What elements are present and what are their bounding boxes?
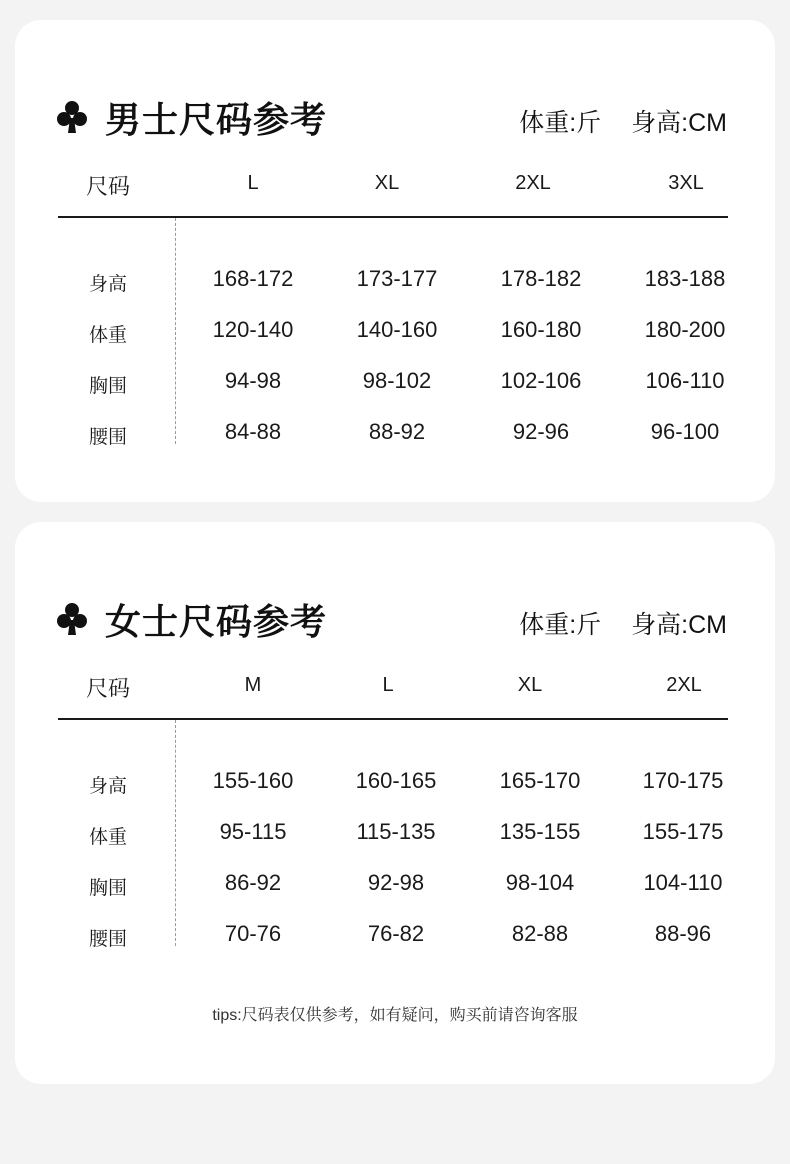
row-label: 体重	[88, 325, 127, 346]
table-cell: 160-165	[355, 768, 437, 793]
table-cell: 115-135	[356, 819, 436, 844]
table-row	[15, 313, 775, 347]
table-cell: 155-175	[642, 819, 724, 844]
women-unit-weight: 体重:斤	[519, 611, 602, 639]
table-row	[15, 866, 775, 900]
table-cell: 104-110	[643, 870, 723, 895]
table-cell: 140-160	[356, 317, 438, 342]
row-label: 胸围	[88, 878, 127, 899]
size-header: XL	[374, 172, 400, 194]
club-icon	[57, 100, 87, 134]
table-cell: 76-82	[367, 921, 425, 946]
women-unit-height: 身高:CM	[631, 611, 727, 639]
size-header: XL	[517, 674, 543, 696]
men-units	[519, 103, 727, 139]
tips-text: tips:尺码表仅供参考，如有疑问，购买前请咨询客服	[212, 1007, 578, 1024]
table-row	[15, 764, 775, 798]
men-size-card	[15, 20, 775, 502]
men-header-row	[15, 166, 775, 200]
table-cell: 92-98	[367, 870, 425, 895]
women-size-card	[15, 522, 775, 1084]
table-cell: 170-175	[642, 768, 724, 793]
men-unit-weight: 体重:斤	[519, 109, 602, 137]
row-label: 胸围	[88, 376, 127, 397]
row-label: 腰围	[88, 427, 127, 448]
row-label: 腰围	[88, 929, 127, 950]
women-header-row	[15, 668, 775, 702]
size-header: 2XL	[515, 172, 551, 194]
women-title: 女士尺码参考	[105, 600, 328, 642]
table-cell: 92-96	[512, 419, 570, 444]
table-row	[15, 415, 775, 449]
row-label: 身高	[88, 776, 127, 797]
table-cell: 180-200	[644, 317, 726, 342]
table-cell: 106-110	[645, 368, 725, 393]
row-label: 身高	[88, 274, 127, 295]
size-header: L	[382, 674, 394, 696]
men-unit-height: 身高:CM	[631, 109, 727, 137]
table-cell: 96-100	[650, 419, 720, 444]
table-cell: 155-160	[212, 768, 294, 793]
size-header: M	[244, 674, 262, 696]
table-cell: 86-92	[224, 870, 282, 895]
table-cell: 173-177	[356, 266, 438, 291]
table-row	[15, 917, 775, 951]
table-cell: 135-155	[499, 819, 581, 844]
women-units	[519, 605, 727, 641]
table-cell: 94-98	[224, 368, 282, 393]
header-divider	[58, 216, 728, 218]
table-cell: 84-88	[224, 419, 282, 444]
table-cell: 70-76	[224, 921, 282, 946]
table-cell: 98-102	[362, 368, 432, 393]
club-icon	[57, 602, 87, 636]
table-cell: 168-172	[212, 266, 294, 291]
size-column-label: 尺码	[85, 676, 130, 701]
women-title-row	[57, 594, 327, 644]
table-cell: 95-115	[219, 819, 287, 844]
size-header: L	[247, 172, 259, 194]
size-header: 2XL	[666, 674, 702, 696]
table-cell: 160-180	[500, 317, 582, 342]
table-row	[15, 364, 775, 398]
table-cell: 82-88	[511, 921, 569, 946]
table-cell: 120-140	[212, 317, 294, 342]
table-row	[15, 262, 775, 296]
header-divider	[58, 718, 728, 720]
table-cell: 98-104	[505, 870, 575, 895]
table-cell: 165-170	[499, 768, 581, 793]
table-cell: 88-92	[368, 419, 426, 444]
table-cell: 102-106	[500, 368, 582, 393]
men-title-row	[57, 92, 327, 142]
size-header: 3XL	[668, 172, 704, 194]
table-row	[15, 815, 775, 849]
men-title: 男士尺码参考	[105, 98, 328, 140]
table-cell: 183-188	[644, 266, 726, 291]
table-cell: 88-96	[654, 921, 712, 946]
row-label: 体重	[88, 827, 127, 848]
size-column-label: 尺码	[85, 174, 130, 199]
table-cell: 178-182	[500, 266, 582, 291]
